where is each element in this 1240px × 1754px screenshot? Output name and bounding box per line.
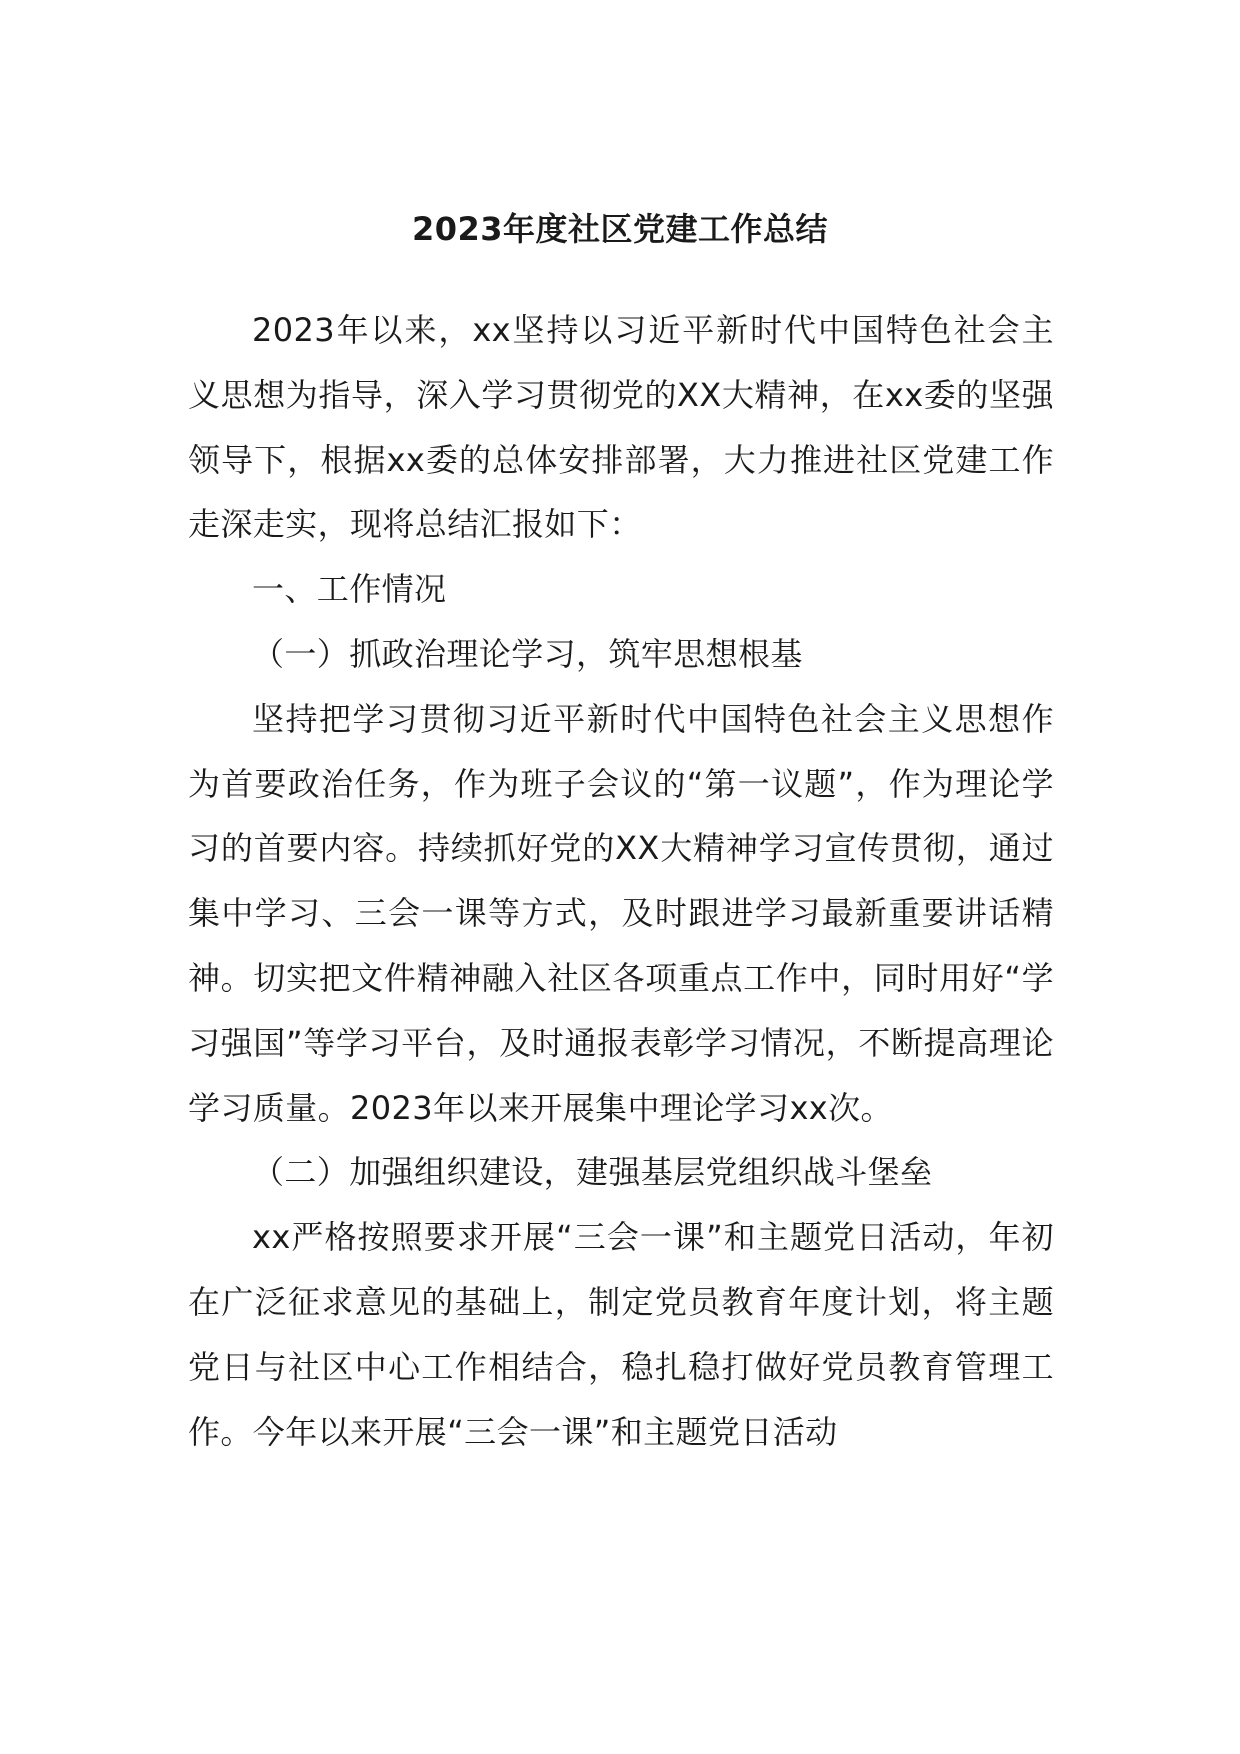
document-body	[188, 298, 1054, 1464]
intro-paragraph: 2023年以来，xx坚持以习近平新时代中国特色社会主义思想为指导，深入学习贯彻党的XX大精神，在xx委的坚强领导下，根据xx委的总体安排部署，大力推进社区党建工作走深走实，现将总结汇报如下：	[188, 311, 1054, 544]
organization-paragraph: xx严格按照要求开展“三会一课”和主题党日活动，年初在广泛征求意见的基础上，制定党员教育年度计划，将主题党日与社区中心工作相结合，稳扎稳打做好党员教育管理工作。今年以来开展“三会一课”和主题党日活动	[188, 1218, 1054, 1451]
document-title: 2023年度社区党建工作总结	[411, 210, 829, 248]
subsection-heading-theory-study: （一）抓政治理论学习，筑牢思想根基	[252, 634, 803, 673]
theory-study-paragraph: 坚持把学习贯彻习近平新时代中国特色社会主义思想作为首要政治任务，作为班子会议的“第一议题”，作为理论学习的首要内容。持续抓好党的XX大精神学习宣传贯彻，通过集中学习、三会一课等方式，及时跟进学习最新重要讲话精神。切实把文件精神融入社区各项重点工作中，同时用好“学习强国”等学习平台，及时通报表彰学习情况，不断提高理论学习质量。2023年以来开展集中理论学习xx次。	[188, 699, 1054, 1127]
section-heading-work-status: 一、工作情况	[252, 570, 447, 609]
subsection-heading-organization: （二）加强组织建设，建强基层党组织战斗堡垒	[252, 1153, 933, 1192]
